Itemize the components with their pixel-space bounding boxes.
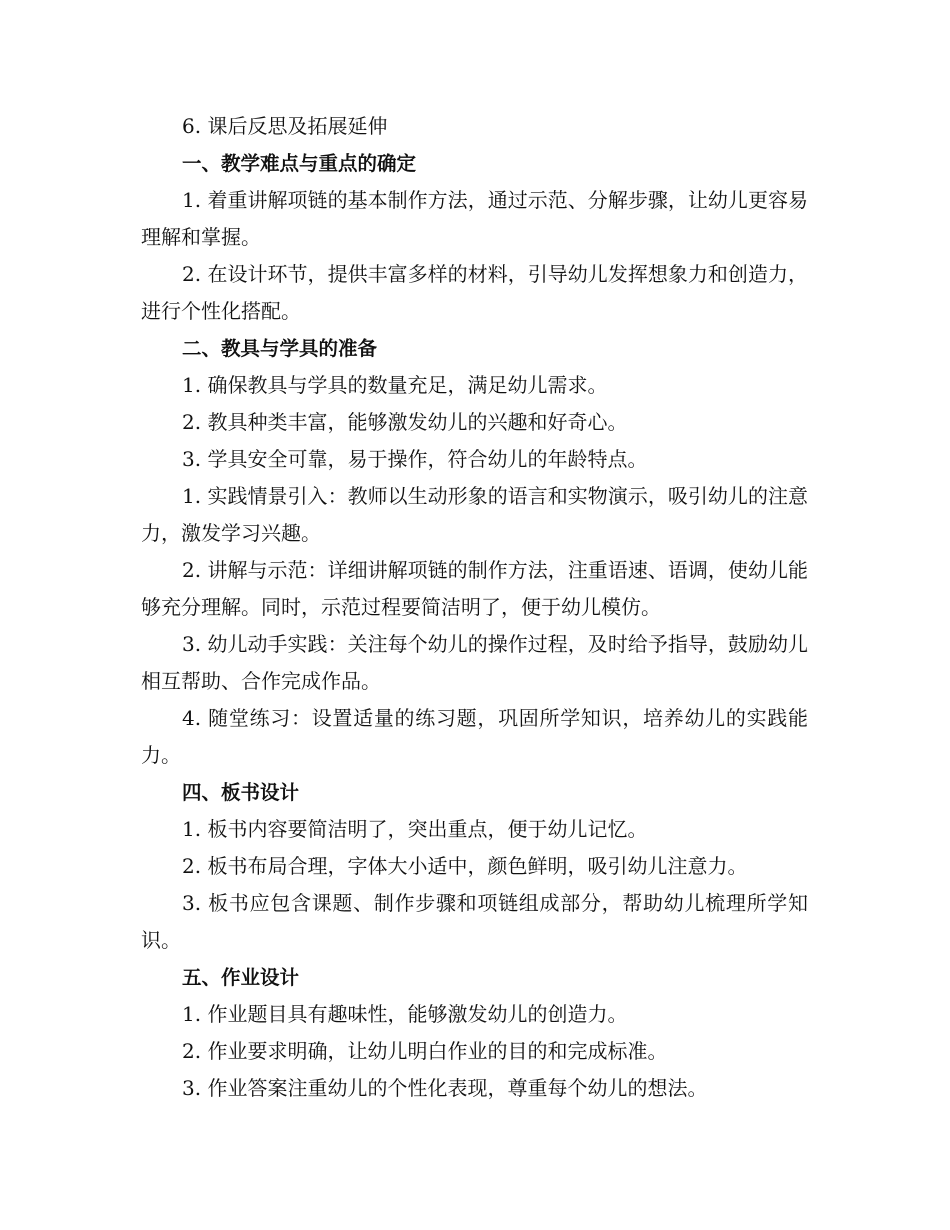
paragraph: 1. 着重讲解项链的基本制作方法，通过示范、分解步骤，让幼儿更容易理解和掌握。: [141, 188, 808, 249]
paragraph: 2. 教具种类丰富，能够激发幼儿的兴趣和好奇心。: [182, 410, 628, 434]
paragraph: 2. 讲解与示范：详细讲解项链的制作方法，注重语速、语调，使幼儿能够充分理解。同时，示范过程要简洁明了，便于幼儿模仿。: [141, 558, 808, 619]
paragraph: 2. 在设计环节，提供丰富多样的材料，引导幼儿发挥想象力和创造力，进行个性化搭配。: [141, 262, 808, 323]
paragraph: 3. 作业答案注重幼儿的个性化表现，尊重每个幼儿的想法。: [182, 1076, 708, 1100]
paragraph: 2. 板书布局合理，字体大小适中，颜色鲜明，吸引幼儿注意力。: [182, 854, 748, 878]
document-body: [141, 108, 808, 1107]
paragraph: 3. 学具安全可靠，易于操作，符合幼儿的年龄特点。: [182, 447, 648, 471]
paragraph: 1. 实践情景引入：教师以生动形象的语言和实物演示，吸引幼儿的注意力，激发学习兴趣。: [141, 484, 808, 545]
paragraph: 1. 作业题目具有趣味性，能够激发幼儿的创造力。: [182, 1002, 628, 1026]
section-heading-blackboard: 四、板书设计: [182, 781, 300, 804]
section-heading-materials: 二、教具与学具的准备: [182, 337, 378, 360]
section-heading-homework: 五、作业设计: [182, 966, 300, 989]
paragraph: 1. 板书内容要简洁明了，突出重点，便于幼儿记忆。: [182, 817, 648, 841]
section-heading-difficulty: 一、教学难点与重点的确定: [182, 152, 417, 175]
paragraph: 3. 板书应包含课题、制作步骤和项链组成部分，帮助幼儿梳理所学知识。: [141, 891, 808, 952]
paragraph: 1. 确保教具与学具的数量充足，满足幼儿需求。: [182, 373, 608, 397]
paragraph: 2. 作业要求明确，让幼儿明白作业的目的和完成标准。: [182, 1039, 668, 1063]
paragraph: 4. 随堂练习：设置适量的练习题，巩固所学知识，培养幼儿的实践能力。: [141, 706, 808, 767]
paragraph: 3. 幼儿动手实践：关注每个幼儿的操作过程，及时给予指导，鼓励幼儿相互帮助、合作完成作品。: [141, 632, 808, 693]
list-item-reflection: 6. 课后反思及拓展延伸: [182, 114, 388, 138]
